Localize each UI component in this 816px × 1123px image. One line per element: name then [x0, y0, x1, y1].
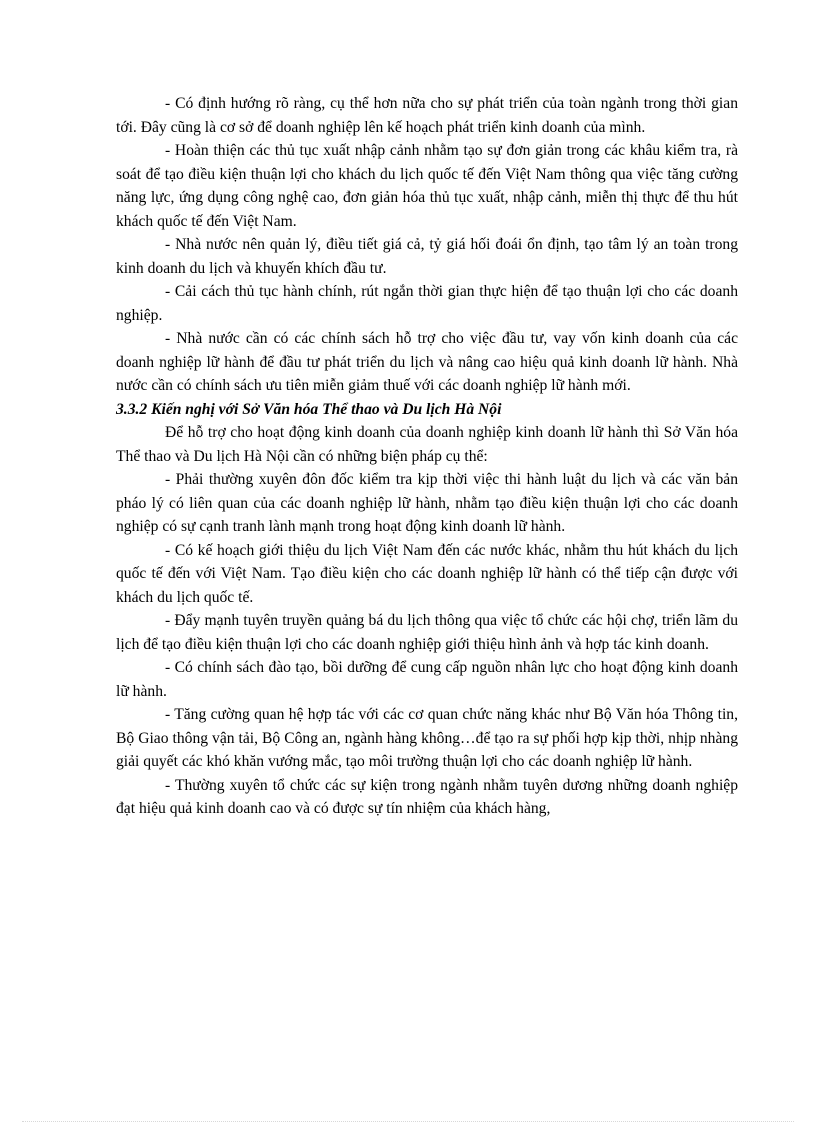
section-heading: 3.3.2 Kiến nghị với Sở Văn hóa Thể thao và Du lịch Hà Nội — [116, 400, 502, 418]
document-page — [116, 92, 738, 821]
paragraph-agency-cooperation: - Tăng cường quan hệ hợp tác với các cơ quan chức năng khác như Bộ Văn hóa Thông tin, Bộ Giao thông vận tải, Bộ Công an, ngành hàng không…để tạo ra sự phối hợp kịp thời, nhịp nhàng giải quyết các khó khăn vướng mắc, tạo môi trường thuận lợi cho các doanh nghiệp lữ hành. — [116, 706, 738, 770]
paragraph-law-enforcement: - Phải thường xuyên đôn đốc kiểm tra kịp thời việc thi hành luật du lịch và các văn bản pháo lý có liên quan của các doanh nghiệp lữ hành, nhằm tạo điều kiện thuận lợi cho các doanh nghiệp có sự cạnh tranh lành mạnh trong hoạt động kinh doanh lữ hành. — [116, 471, 738, 535]
paragraph-price-regulation: - Nhà nước nên quản lý, điều tiết giá cả, tỷ giá hối đoái ổn định, tạo tâm lý an toàn trong kinh doanh du lịch và khuyến khích đầu tư. — [116, 236, 738, 277]
paragraph-department-intro: Để hỗ trợ cho hoạt động kinh doanh của doanh nghiệp kinh doanh lữ hành thì Sở Văn hóa Thể thao và Du lịch Hà Nội cần có những biện pháp cụ thể: — [116, 424, 738, 465]
paragraph-industry-events: - Thường xuyên tổ chức các sự kiện trong ngành nhằm tuyên dương những doanh nghiệp đạt hiệu quả kinh doanh cao và có được sự tín nhiệm của khách hàng, — [116, 776, 738, 817]
paragraph-immigration-procedures: - Hoàn thiện các thủ tục xuất nhập cảnh nhằm tạo sự đơn giản trong các khâu kiểm tra, rà soát để tạo điều kiện thuận lợi cho khách du lịch quốc tế đến Việt Nam thông qua việc tăng cường năng lực, ứng dụng công nghệ cao, đơn giản hóa thủ tục xuất, nhập cảnh, miễn thị thực để thu hút khách quốc tế đến Việt Nam. — [116, 142, 738, 230]
paragraph-administrative-reform: - Cải cách thủ tục hành chính, rút ngắn thời gian thực hiện để tạo thuận lợi cho các doanh nghiệp. — [116, 283, 738, 324]
paragraph-international-promotion: - Có kế hoạch giới thiệu du lịch Việt Nam đến các nước khác, nhằm thu hút khách du lịch quốc tế đến với Việt Nam. Tạo điều kiện cho các doanh nghiệp lữ hành có thể tiếp cận được với khách du lịch quốc tế. — [116, 541, 738, 606]
paragraph-training: - Có chính sách đào tạo, bồi dưỡng để cung cấp nguồn nhân lực cho hoạt động kinh doanh lữ hành. — [116, 659, 738, 700]
paragraph-business-orientation: - Có định hướng rõ ràng, cụ thể hơn nữa cho sự phát triển của toàn ngành trong thời gian tới. Đây cũng là cơ sở để doanh nghiệp lên kế hoạch phát triển kinh doanh của mình. — [116, 95, 738, 136]
paragraph-investment-support: - Nhà nước cần có các chính sách hỗ trợ cho việc đầu tư, vay vốn kinh doanh của các doanh nghiệp lữ hành để đầu tư phát triển du lịch và nâng cao hiệu quả kinh doanh lữ hành. Nhà nước cần có chính sách ưu tiên miễn giảm thuế với các doanh nghiệp lữ hành mới. — [116, 330, 738, 394]
page-footer-rule — [22, 1121, 794, 1122]
paragraph-trade-fairs: - Đẩy mạnh tuyên truyền quảng bá du lịch thông qua việc tổ chức các hội chợ, triển lãm du lịch để tạo điều kiện thuận lợi cho các doanh nghiệp giới thiệu hình ảnh và hợp tác kinh doanh. — [116, 612, 738, 653]
